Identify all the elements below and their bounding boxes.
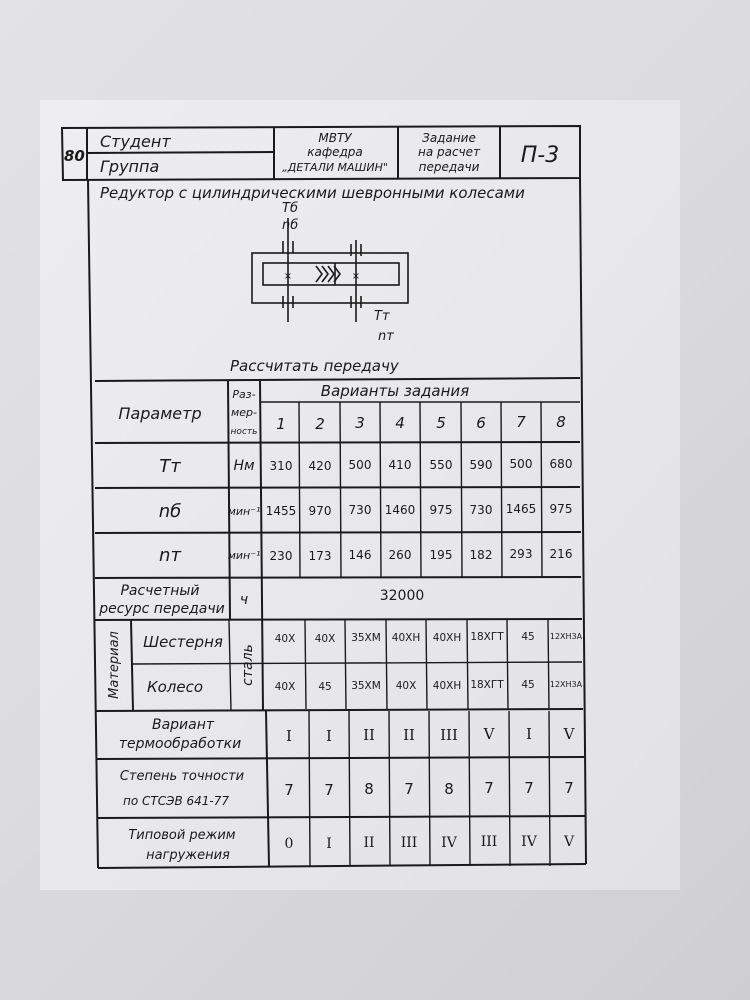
table-cell: 260	[388, 548, 412, 562]
table-cell: 680	[549, 457, 573, 471]
table-cell: 40ХН	[432, 680, 462, 692]
reducer-title: Редуктор с цилиндрическими шевронными колесами	[100, 184, 525, 202]
row-label-output-torque: Tт	[159, 456, 181, 477]
variant-number: 5	[436, 414, 446, 432]
row-label-input-speed: nб	[158, 501, 182, 522]
table-cell: 420	[308, 459, 332, 473]
table-cell: 35ХМ	[351, 632, 381, 644]
table-cell: 7	[404, 780, 414, 798]
table-cell: I	[326, 727, 332, 745]
variant-number: 7	[516, 413, 526, 431]
table-cell: 182	[469, 548, 493, 562]
task-line-1: Задание	[422, 131, 476, 145]
resource-label-1: Расчетный	[120, 583, 200, 599]
table-cell: 500	[509, 457, 533, 471]
task-line-3: передачи	[418, 160, 480, 174]
institution-line-1: МВТУ	[318, 131, 352, 145]
table-cell: 500	[348, 458, 372, 472]
table-cell: I	[526, 725, 532, 743]
table-cell: IV	[521, 834, 537, 850]
table-cell: 195	[429, 548, 453, 562]
table-cell: IV	[441, 835, 457, 851]
table-cell: III	[480, 834, 498, 850]
table-cell: 975	[549, 502, 573, 516]
heat-treatment-label-1: Вариант	[151, 717, 215, 733]
table-cell: 1455	[265, 504, 297, 518]
table-cell: 7	[564, 779, 574, 797]
table-cell: V	[483, 725, 495, 743]
table-cell: 0	[284, 836, 294, 852]
table-cell: 12ХН3А	[549, 680, 583, 689]
material-row-label-wheel: Колесо	[146, 678, 204, 696]
material-group-label: Материал	[107, 631, 122, 699]
load-mode-label-1: Типовой режим	[128, 828, 236, 843]
table-cell: III	[400, 835, 418, 851]
table-cell: 970	[308, 504, 332, 518]
table-cell: I	[286, 727, 292, 745]
accuracy-label-1: Степень точности	[119, 769, 245, 784]
output-speed-label: nт	[378, 329, 394, 344]
unit-header-2: мер-	[230, 406, 258, 419]
table-cell: 40ХН	[432, 632, 462, 644]
task-code: П-3	[520, 143, 560, 168]
resource-value: 32000	[379, 588, 425, 604]
table-cell: 730	[348, 503, 372, 517]
input-torque-label: Tб	[282, 201, 298, 216]
table-cell: II	[363, 835, 375, 851]
table-cell: 40Х	[274, 681, 296, 693]
row-unit-input-speed: мин⁻¹	[227, 505, 261, 518]
row-label-output-speed: nт	[159, 545, 181, 566]
table-cell: 590	[469, 458, 493, 472]
group-label: Группа	[100, 157, 160, 176]
input-speed-label: nб	[282, 218, 299, 233]
table-cell: 230	[269, 549, 293, 563]
table-cell: 410	[388, 458, 412, 472]
resource-label-2: ресурс передачи	[99, 601, 225, 617]
row-unit-output-torque: Нм	[233, 458, 255, 474]
table-cell: 293	[509, 547, 533, 561]
calc-caption: Рассчитать передачу	[230, 357, 399, 375]
table-cell: 7	[324, 781, 334, 799]
table-cell: V	[563, 725, 575, 743]
table-cell: 40Х	[274, 633, 296, 645]
output-torque-label: Tт	[374, 309, 390, 324]
shaft-center-left: ×	[283, 271, 293, 282]
table-cell: 975	[429, 503, 453, 517]
institution-line-2: кафедра	[307, 145, 363, 159]
load-mode-label-2: нагружения	[146, 848, 230, 863]
table-cell: 7	[284, 781, 294, 799]
table-cell: 173	[308, 549, 332, 563]
table-cell: 146	[348, 548, 372, 562]
table-cell: 35ХМ	[351, 680, 381, 692]
table-cell: 550	[429, 458, 453, 472]
table-cell: 8	[364, 780, 374, 798]
table-cell: 7	[484, 779, 494, 797]
table-cell: V	[563, 834, 575, 850]
variant-number: 2	[315, 415, 325, 433]
table-cell: 310	[269, 459, 293, 473]
shaft-center-right: ×	[351, 271, 361, 282]
table-cell: 1465	[505, 502, 537, 516]
variant-number: 6	[476, 414, 486, 432]
table-cell: 45	[521, 631, 535, 643]
resource-unit: ч	[239, 592, 249, 608]
table-cell: 40Х	[395, 680, 417, 692]
table-cell: 45	[521, 679, 535, 691]
accuracy-label-2: по СТСЭВ 641-77	[122, 794, 230, 808]
institution-line-3: „ДЕТАЛИ МАШИН"	[282, 161, 388, 174]
variant-number: 8	[556, 413, 566, 431]
table-cell: 216	[549, 547, 573, 561]
table-cell: II	[403, 726, 415, 744]
table-cell: 1460	[384, 503, 416, 517]
table-cell: 40ХН	[391, 632, 421, 644]
param-header: Параметр	[118, 404, 202, 423]
unit-header-1: Раз-	[232, 388, 256, 401]
table-cell: 7	[524, 779, 534, 797]
table-cell: II	[363, 726, 375, 744]
table-cell: I	[326, 836, 332, 852]
variant-number: 4	[395, 414, 405, 432]
variant-number: 1	[276, 415, 286, 433]
table-cell: 18ХГТ	[470, 631, 504, 643]
unit-header-3: ность	[230, 427, 258, 437]
table-cell: III	[440, 726, 458, 744]
page-number: 80	[64, 147, 85, 165]
material-row-label-pinion: Шестерня	[143, 633, 223, 651]
table-cell: 730	[469, 503, 493, 517]
table-cell: 45	[318, 681, 332, 693]
table-cell: 8	[444, 780, 454, 798]
table-cell: 12ХН3А	[549, 632, 583, 641]
material-unit: сталь	[240, 644, 256, 686]
variants-header: Варианты задания	[320, 382, 470, 400]
row-unit-output-speed: мин⁻¹	[227, 549, 261, 562]
table-cell: 18ХГТ	[470, 679, 504, 691]
heat-treatment-label-2: термообработки	[118, 736, 242, 752]
task-line-2: на расчет	[417, 145, 481, 159]
table-cell: 40Х	[314, 633, 336, 645]
variant-number: 3	[355, 414, 365, 432]
student-label: Студент	[100, 132, 171, 151]
